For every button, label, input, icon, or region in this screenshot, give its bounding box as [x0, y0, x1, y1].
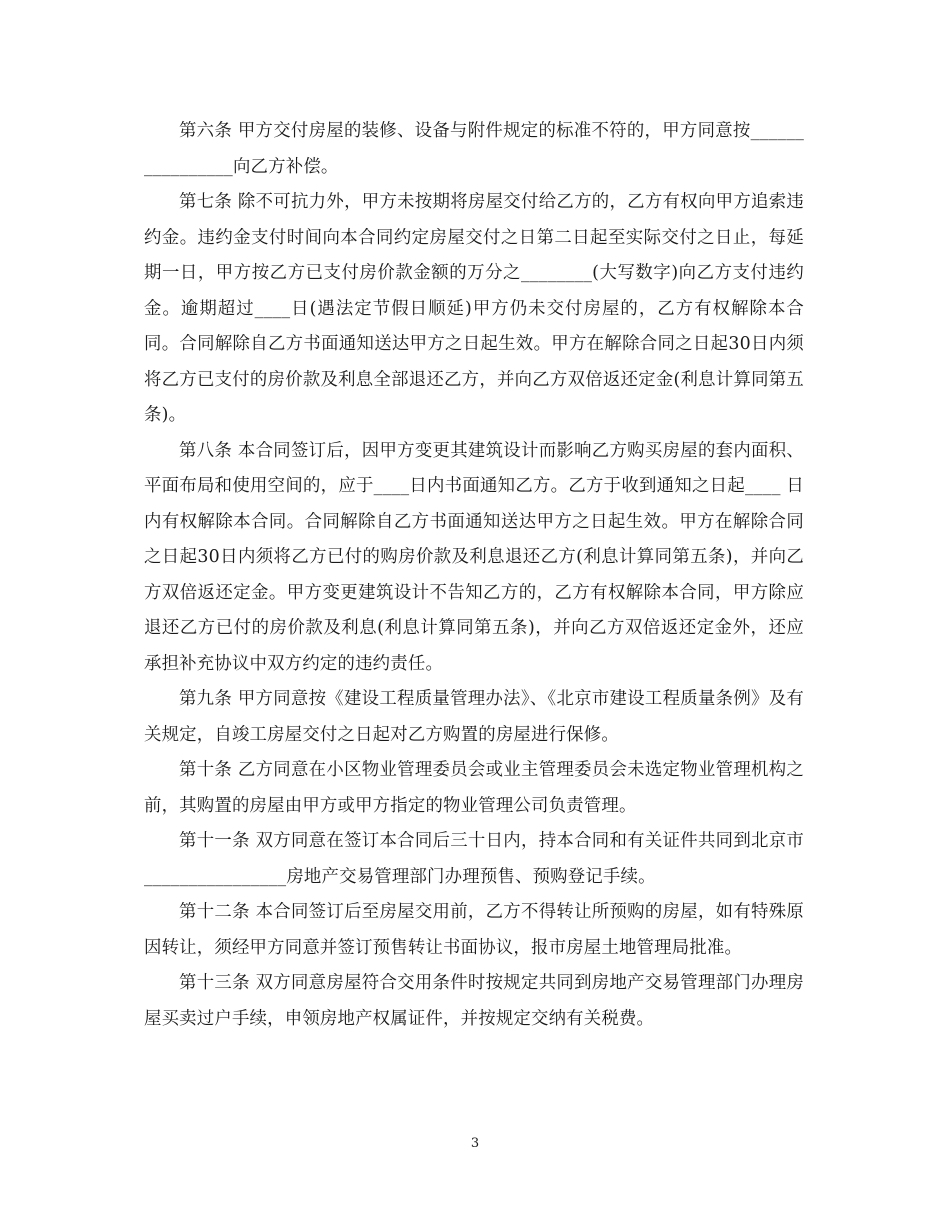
article-12-paragraph: 第十二条 本合同签订后至房屋交用前，乙方不得转让所预购的房屋，如有特殊原因转让，须经甲方同意并签订预售转让书面协议，报市房屋土地管理局批准。	[144, 902, 804, 958]
article-10-paragraph: 第十条 乙方同意在小区物业管理委员会或业主管理委员会未选定物业管理机构之前，其购置的房屋由甲方或甲方指定的物业管理公司负责管理。	[144, 760, 804, 816]
article-11-paragraph: 第十一条 双方同意在签订本合同后三十日内，持本合同和有关证件共同到北京市________________房地产交易管理部门办理预售、预购登记手续。	[144, 831, 804, 887]
article-6-paragraph: 第六条 甲方交付房屋的装修、设备与附件规定的标准不符的，甲方同意按________________向乙方补偿。	[144, 121, 804, 177]
contract-body	[144, 114, 804, 1037]
article-9-paragraph: 第九条 甲方同意按《建设工程质量管理办法》、《北京市建设工程质量条例》及有关规定，自竣工房屋交付之日起对乙方购置的房屋进行保修。	[144, 689, 804, 745]
page-number: 3	[470, 1136, 480, 1151]
article-8-paragraph: 第八条 本合同签订后，因甲方变更其建筑设计而影响乙方购买房屋的套内面积、平面布局和使用空间的，应于____日内书面通知乙方。乙方于收到通知之日起____ 日内有权解除本合同。合同解除自乙方书面通知送达甲方之日起生效。甲方在解除合同之日起30日内须将乙方已付的购房价款及利息退还乙方(利息计算同第五条)，并向乙方双倍返还定金。甲方变更建筑设计不告知乙方的，乙方有权解除本合同，甲方除应退还乙方已付的房价款及利息(利息计算同第五条)，并向乙方双倍返还定金外，还应承担补充协议中双方约定的违约责任。	[144, 440, 804, 674]
article-13-paragraph: 第十三条 双方同意房屋符合交用条件时按规定共同到房地产交易管理部门办理房屋买卖过户手续，申领房地产权属证件，并按规定交纳有关税费。	[144, 973, 804, 1029]
article-7-paragraph: 第七条 除不可抗力外，甲方未按期将房屋交付给乙方的，乙方有权向甲方追索违约金。违约金支付时间向本合同约定房屋交付之日第二日起至实际交付之日止，每延期一日，甲方按乙方已支付房价款金额的万分之________(大写数字)向乙方支付违约金。逾期超过____日(遇法定节假日顺延)甲方仍未交付房屋的，乙方有权解除本合同。合同解除自乙方书面通知送达甲方之日起生效。甲方在解除合同之日起30日内须将乙方已支付的房价款及利息全部退还乙方，并向乙方双倍返还定金(利息计算同第五条)。	[144, 192, 804, 425]
